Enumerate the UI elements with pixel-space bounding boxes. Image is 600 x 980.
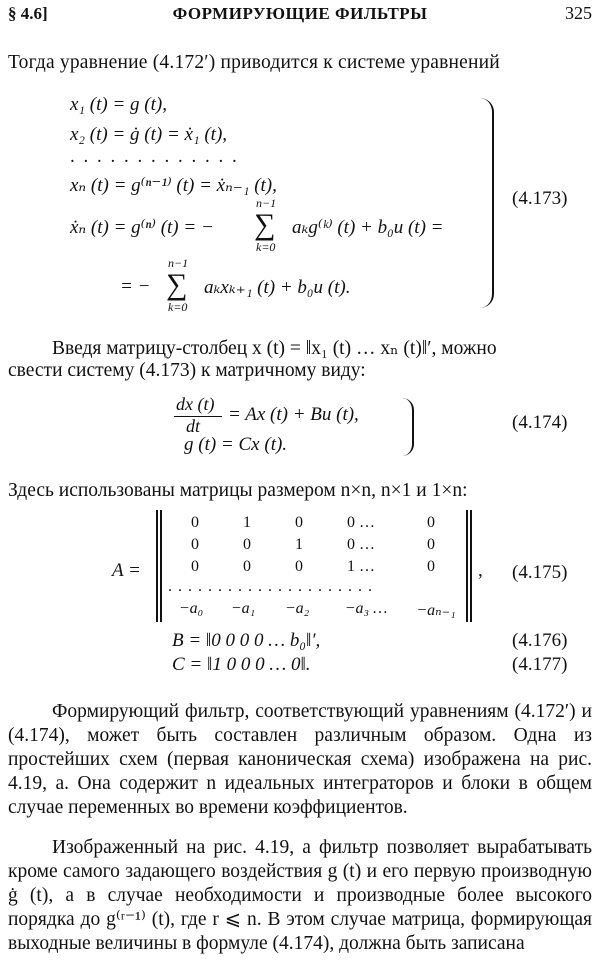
- a-dots-row: . . . . . . . . . . . . . . . . . . . . .: [168, 578, 373, 595]
- a-cell: 1: [243, 514, 251, 531]
- matrix-a-label: A =: [112, 560, 141, 581]
- a-cell: 0: [295, 514, 303, 531]
- matrix-a-left-bar-2: [160, 510, 162, 622]
- matrix-a-left-bar-1: [156, 510, 158, 622]
- sum-lower-limit: k=0: [256, 240, 276, 254]
- a-cell: 0: [191, 514, 199, 531]
- a-cell: 0: [295, 558, 303, 575]
- eq-row-3: xₙ (t) = g⁽ⁿ⁻¹⁾ (t) = ẋₙ₋₁ (t),: [70, 175, 277, 196]
- equation-number-4-176: (4.176): [512, 630, 568, 651]
- a-cell: −a₂: [284, 600, 310, 617]
- matrix-c: C = ‖1 0 0 0 … 0‖.: [172, 654, 311, 675]
- chapter-title: ФОРМИРУЮЩИЕ ФИЛЬТРЫ: [172, 4, 428, 23]
- equation-number-4-177: (4.177): [512, 654, 568, 675]
- section-number: § 4.6]: [8, 4, 48, 23]
- page-number: 325: [565, 3, 592, 23]
- eq-row-1: x₁ (t) = g (t),: [70, 94, 167, 115]
- matrix-a-right-bar-1: [466, 510, 468, 622]
- a-cell: 0: [427, 558, 435, 575]
- matrix-a-comma: ,: [478, 560, 483, 581]
- a-cell: 0: [427, 536, 435, 553]
- eq-row-dots: . . . . . . . . . . . . .: [70, 146, 239, 167]
- a-cell: −a₃ …: [344, 600, 388, 617]
- paragraph-2: Изображенный на рис. 4.19, а фильтр позволяет вырабатывать кроме самого задающего воздействия g (t) и его первую производную ġ (t), а в случае необходимости и производные более высокого порядка до g⁽ʳ⁻¹⁾ (t), где r ⩽ n. В этом случае матрица, формирующая выходные величины в формуле (4.174), должна быть записана: [8, 837, 592, 954]
- a-cell: 0: [191, 558, 199, 575]
- equation-number-4-175: (4.175): [512, 562, 568, 583]
- a-cell: −aₙ₋₁: [416, 602, 456, 619]
- matrix-column-line-2: свести систему (4.173) к матричному виду:: [8, 360, 366, 381]
- sum-upper-limit-2: n−1: [168, 256, 189, 270]
- eq-row-2: x₂ (t) = ġ (t) = ẋ₁ (t),: [70, 124, 228, 145]
- paragraph-1: Формирующий фильтр, соответствующий уравнениям (4.172′) и (4.174), может быть составлен различным образом. Одна из простейших схем (первая каноническая схема) изображена на рис. 4.19, а. Она содержит n идеальных интеграторов и блоки в общем случае переменных во времени коэффициентов.: [8, 701, 592, 818]
- matrix-a-right-bar-2: [470, 510, 472, 622]
- running-header: [8, 2, 592, 26]
- equation-number-4-173: (4.173): [512, 188, 568, 209]
- sum-symbol-2: ∑: [166, 268, 188, 301]
- equation-number-4-174: (4.174): [512, 412, 568, 433]
- matrix-b: B = ‖0 0 0 0 … b₀‖′,: [172, 630, 321, 651]
- a-cell: −a₁: [230, 600, 256, 617]
- eq-474-row-1: = Ax (t) + Bu (t),: [228, 404, 359, 425]
- a-cell: 0 …: [347, 536, 375, 553]
- sum-symbol: ∑: [254, 208, 276, 241]
- sum-upper-limit: n−1: [256, 196, 277, 210]
- eq-row-5-right: aₖxₖ₊₁ (t) + b₀u (t).: [204, 277, 351, 298]
- eq-row-5-left: = −: [120, 276, 151, 297]
- eq-row-4-right: aₖg⁽ᵏ⁾ (t) + b₀u (t) =: [292, 217, 444, 238]
- eq-474-row-2: g (t) = Cx (t).: [184, 434, 288, 455]
- intro-line: Тогда уравнение (4.172′) приводится к системе уравнений: [8, 52, 500, 73]
- a-cell: 1: [295, 536, 303, 553]
- a-cell: 0: [243, 536, 251, 553]
- a-cell: −a₀: [178, 600, 204, 617]
- matrix-column-line-1: Введя матрицу-столбец x (t) = ‖x₁ (t) … xₙ (t)‖′, можно: [52, 338, 497, 359]
- right-brace-4-174: [402, 398, 414, 456]
- frac-numerator: dx (t): [176, 394, 215, 414]
- a-cell: 0: [427, 514, 435, 531]
- sum-lower-limit-2: k=0: [168, 300, 188, 314]
- a-cell: 0: [243, 558, 251, 575]
- matrices-intro: Здесь использованы матрицы размером n×n, n×1 и 1×n:: [8, 480, 468, 501]
- frac-denominator: dt: [186, 416, 201, 436]
- eq-row-4-left: ẋₙ (t) = g⁽ⁿ⁾ (t) = −: [70, 217, 214, 238]
- a-cell: 0: [191, 536, 199, 553]
- a-cell: 1 …: [347, 558, 375, 575]
- a-cell: 0 …: [347, 514, 375, 531]
- right-brace-4-173: [480, 98, 494, 308]
